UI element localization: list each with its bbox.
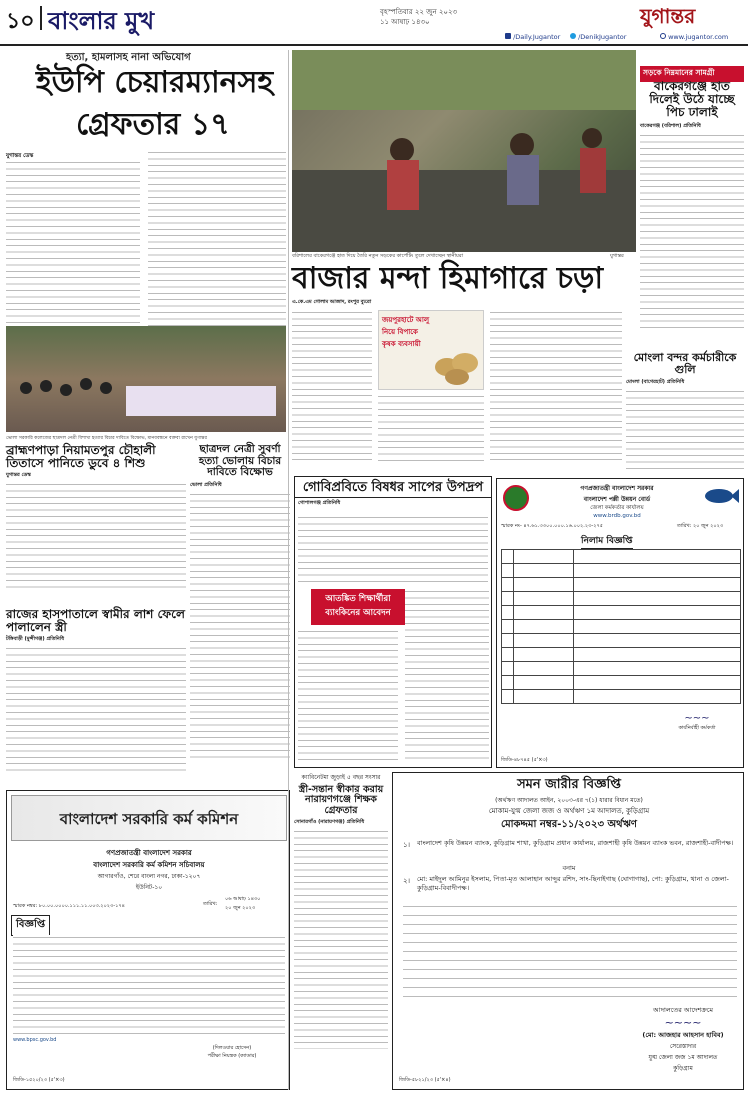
middle-byline: এ.কে.এম গোলাম আজাদ, রংপুর ব্যুরো xyxy=(292,299,372,305)
summons-signature-block xyxy=(623,1005,743,1074)
summons-signature-mark: ~~~~ xyxy=(664,1016,702,1029)
bhola-story xyxy=(190,444,290,784)
middle-inset-text: জয়পুরহাটে আলু নিয়ে বিপাকে কৃষক ব্যবসায়ী xyxy=(382,316,430,348)
right-story-2-byline: মোংলা (বাগেরহাট) প্রতিনিধি xyxy=(626,379,685,386)
teacher-story xyxy=(294,772,388,1090)
section-title: বাংলার মুখ xyxy=(48,7,155,35)
right-story-1-headline: বাকেরগঞ্জে হাত দিলেই উঠে যাচ্ছে পিচ ঢালাই xyxy=(649,79,735,120)
summons-mid: বনাম xyxy=(562,864,576,872)
middle-inset xyxy=(378,310,484,390)
snake-headline: গোবিপ্রবিতে বিষধর সাপের উপদ্রপ xyxy=(295,477,491,498)
tender-table xyxy=(501,549,741,704)
middle-headline: বাজার মন্দা হিমাগারে চড়া xyxy=(292,261,604,296)
middle-body-col-2 xyxy=(378,394,484,464)
summons-court: মোকাম-যুগ্ম জেলা জজ ও অর্থঋণ ১ম আদালত, কুড়িগ্রাম xyxy=(488,807,650,815)
middle-body-col-3 xyxy=(490,310,622,460)
social-twitter[interactable]: /DenikJugantor xyxy=(570,33,626,41)
snake-body-3 xyxy=(405,589,489,764)
top-photo xyxy=(292,50,636,252)
psc-signatory: (দিলওয়ার হোসেন) xyxy=(212,1045,252,1051)
right-story-2 xyxy=(626,352,744,476)
top-photo-credit: যুগান্তর xyxy=(610,253,624,259)
psc-website[interactable]: www.bpsc.gov.bd xyxy=(13,1037,57,1043)
brdb-fish-logo-icon xyxy=(703,485,739,507)
twitter-icon xyxy=(570,33,576,39)
right-story-1-body xyxy=(640,133,744,333)
tender-website[interactable]: www.brdb.gov.bd xyxy=(593,513,641,519)
protest-photo xyxy=(6,326,286,432)
psc-banner-text: বাংলাদেশ সরকারি কর্ম কমিশন xyxy=(59,810,239,828)
website-link[interactable]: www.jugantor.com xyxy=(660,33,728,41)
road-workers-illustration xyxy=(292,50,636,252)
teacher-body xyxy=(294,829,388,1049)
tender-org-1: গণপ্রজাতন্ত্রী বাংলাদেশ সরকার xyxy=(580,485,654,492)
psc-date-1: ০৬ আষাঢ় ১৪৩০ xyxy=(225,896,261,902)
bhola-body xyxy=(190,492,290,760)
right-story-1 xyxy=(640,80,744,350)
potato-illustration xyxy=(433,341,483,387)
social-facebook[interactable]: /Daily.Jugantor xyxy=(505,33,560,41)
snake-story-box xyxy=(294,476,492,768)
psc-banner xyxy=(11,795,287,841)
summons-notice xyxy=(392,772,744,1090)
page-number: ১০ xyxy=(6,9,35,34)
hospital-body xyxy=(6,646,186,774)
snake-body-2 xyxy=(298,629,398,764)
snake-body xyxy=(298,515,488,585)
summons-signatory: (মো: আজহার আহসান হাবিব) xyxy=(642,1031,724,1039)
lead-byline: যুগান্তর ডেস্ক xyxy=(6,153,34,159)
tender-date: তারিখ: ২০ জুন ২০২৩ xyxy=(677,523,724,529)
psc-line-1: গণপ্রজাতন্ত্রী বাংলাদেশ সরকার xyxy=(106,849,192,857)
summons-item-1: বাংলাদেশ কৃষি উন্নয়ন ব্যাংক, কুড়িগ্রাম শাখা, কুড়িগ্রাম প্রধান কার্যালয়, রাজশাহী কৃষি উন্নয়ন ব্যাংক ভবন, রাজশাহী-বাদীপক্ষ। xyxy=(417,839,734,847)
top-photo-caption: বরিশালের বাকেরগঞ্জে হাত দিয়ে তৈরি নতুন সড়কের কার্পেটিং তুলে দেখাচ্ছেন স্থানীয়রা xyxy=(292,253,464,259)
psc-line-2: বাংলাদেশ সরকারি কর্ম কমিশন সচিবালয় xyxy=(93,861,205,869)
psc-ad xyxy=(6,790,290,1090)
masthead-date-2: ১১ আষাঢ় ১৪৩০ xyxy=(380,18,430,26)
tender-footer-id: জিডি-৪৮৭৪৫ (৫'×৩) xyxy=(501,757,548,763)
facebook-icon xyxy=(505,33,511,39)
psc-date-label: তারিখ: xyxy=(203,901,218,907)
summons-sig-role: সেরেস্তাদার xyxy=(669,1043,697,1050)
teacher-byline: সোনারগাঁও (নারায়ণগঞ্জ) প্রতিনিধি xyxy=(294,819,365,826)
tender-title: নিলাম বিজ্ঞপ্তি xyxy=(581,533,633,549)
masthead-date-1: বৃহস্পতিবার ২২ জুন ২০২৩ xyxy=(380,8,458,16)
govt-seal-icon xyxy=(503,485,529,511)
tender-ref: স্মারক নং- ৪৭.৬১.৩৩০০.০০০.১৬.০০২.২৩-২৭৫ xyxy=(501,523,603,529)
hospital-story xyxy=(6,608,186,780)
right-story-1-byline: বাকেরগঞ্জ (বরিশাল) প্রতিনিধি xyxy=(640,122,701,129)
psc-line-4: ইউনিট-১০ xyxy=(135,884,163,891)
hospital-byline: টঙ্গিবাড়ী (মুন্সীগঞ্জ) প্রতিনিধি xyxy=(6,636,65,643)
drowning-story xyxy=(6,444,186,604)
summons-item-2: মো: মাইদুল আমিনুর ইসলাম, পিতা-মৃত আলাহান আব্দুর রশিদ, সাং-ছিনাইগাছ (ঘোগাগাছ), পো: কুড়িগ্রাম, থানা ও জেলা-কুড়িগ্রাম-বিবাদীপক্ষ। xyxy=(417,875,729,892)
right-story-2-headline: মোংলা বন্দর কর্মচারীকে গুলি xyxy=(633,351,737,377)
drowning-headline: ব্রাহ্মণপাড়া নিয়ামতপুর চৌহালী তিতাসে পানিতে ডুবে ৪ শিশু xyxy=(6,443,156,471)
psc-signatory-block xyxy=(177,1045,287,1061)
psc-ref: স্মারক নম্বর: ৮০.০০.০০০০.১১১.১১.০০৩.২০২৩-১৭৪ xyxy=(13,903,125,909)
protest-photo-caption: ভোলা সরকারি কলেজের ছাত্রদল নেত্রী বিশাখা হত্যার বিচার দাবিতে বিক্ষোভ, মানববন্ধনে বক্তব্য রাখেন যুগান্তর xyxy=(6,436,208,441)
tender-signature: ~~~ কার্যনির্বাহী কর্মকর্তা xyxy=(657,713,737,733)
teacher-kicker: ক্যাবিনেটমা জুড়াই ৫ বছর সংসার xyxy=(301,774,381,781)
snake-byline: গোপালগঞ্জ প্রতিনিধি xyxy=(298,500,341,507)
lead-headline-1: ইউপি চেয়ারম্যানসহ xyxy=(36,65,274,100)
signature-mark: ~~~ xyxy=(684,713,710,724)
tender-org-3: জেলা কর্মকর্তার কার্যালয় xyxy=(590,505,644,511)
masthead xyxy=(0,0,748,46)
summons-body xyxy=(403,903,737,999)
top-photo-label: সড়কে নিম্নমানের সামগ্রী xyxy=(640,66,744,82)
globe-icon xyxy=(660,33,666,39)
summons-item-2-num: ২। xyxy=(403,877,411,885)
summons-sub: (অর্থঋণ আদালত আইন, ২০০৩-এর ৭(১) ধারার বিধান মতে) xyxy=(495,797,643,804)
teacher-headline: স্ত্রী-সন্তান স্বীকার করায় নারায়ণগঞ্জে শিক্ষক গ্রেফতার xyxy=(298,784,384,816)
lead-kicker: হত্যা, হামলাসহ নানা অভিযোগ xyxy=(66,52,191,63)
bank-box xyxy=(311,589,405,625)
summons-title: সমন জারীর বিজ্ঞপ্তি xyxy=(517,777,621,792)
drowning-body xyxy=(6,482,186,592)
psc-date-2: ২০ জুন ২০২৩ xyxy=(225,905,256,911)
psc-footer-id: জিডি-১৫২০/২৩ (৫'×৩) xyxy=(13,1077,65,1083)
summons-sign-title: আদালতের আদেশক্রমে xyxy=(653,1006,713,1014)
lead-headline-2: গ্রেফতার ১৭ xyxy=(76,107,230,142)
middle-story xyxy=(292,262,622,472)
summons-item-1-num: ১। xyxy=(403,841,411,849)
psc-body xyxy=(13,935,285,1035)
summons-case: মোকদ্দমা নম্বর-১১/২০২৩ অর্থঋণ xyxy=(501,819,637,830)
protest-crowd-illustration xyxy=(6,326,286,432)
right-story-2-body xyxy=(626,389,744,469)
bhola-byline: ভোলা প্রতিনিধি xyxy=(190,481,222,488)
bhola-headline: ছাত্রদল নেত্রী সুবর্ণা হত্যা ভোলায় বিচার দাবিতে বিক্ষোভ xyxy=(198,443,282,479)
bank-box-headline: আতঙ্কিত শিক্ষার্থীরা ব্যাংকিনের আবেদন xyxy=(325,594,391,618)
psc-signatory-title: পরীক্ষা নিয়ন্ত্রক (ক্যাডার) xyxy=(207,1053,257,1059)
summons-footer-id: জিডি-৫৮২১/২৩ (৫'×৪) xyxy=(399,1077,451,1083)
tender-org-2: বাংলাদেশ পল্লী উন্নয়ন বোর্ড xyxy=(583,496,651,503)
middle-body-col-1 xyxy=(292,310,372,460)
tender-ad xyxy=(496,478,744,768)
newspaper-logo: যুগান্তর xyxy=(640,4,696,28)
hospital-headline: রাজের হাসপাতালে স্বামীর লাশ ফেলে পালালেন স্ত্রী xyxy=(6,607,185,635)
drowning-byline: যুগান্তর ডেস্ক xyxy=(6,472,31,479)
summons-sig-place: কুড়িগ্রাম xyxy=(673,1065,693,1072)
psc-line-3: আগারগাঁও, শেরে বাংলা নগর, ঢাকা-১২০৭ xyxy=(97,873,201,880)
summons-sig-court: যুগ্ম জেলা জজ ১ম আদালত xyxy=(648,1054,718,1061)
psc-title: বিজ্ঞপ্তি xyxy=(11,915,50,936)
